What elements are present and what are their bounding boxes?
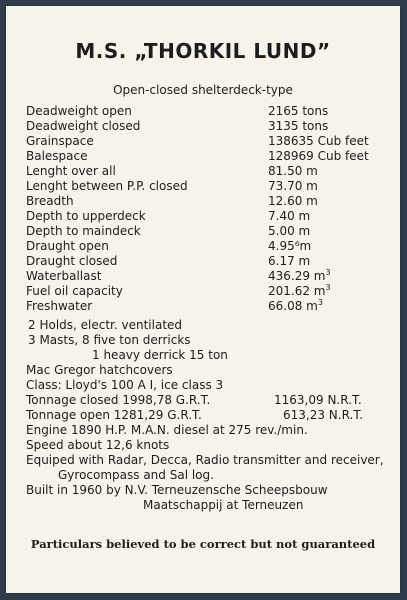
spec-value <box>268 149 369 164</box>
holds-line: 2 Holds, electr. ventilated <box>28 318 183 332</box>
spec-value-text: 436.29 m <box>268 269 326 283</box>
spec-value <box>268 104 328 119</box>
spec-value-text: 66.08 m <box>268 299 318 313</box>
spec-value-text: 4.95⁶m <box>268 239 312 253</box>
tonnage-open-nrt: 613,23 N.R.T. <box>283 408 364 422</box>
spec-value <box>268 134 369 149</box>
spec-value <box>268 254 310 269</box>
spec-label: Freshwater <box>26 299 93 313</box>
spec-label: Depth to maindeck <box>26 224 141 238</box>
spec-value-text: 6.17 m <box>268 254 311 268</box>
tonnage-open-line: Tonnage open 1281,29 G.R.T. <box>26 408 202 422</box>
built-line-2: Maatschappij at Terneuzen <box>143 498 304 512</box>
spec-value <box>268 224 310 239</box>
disclaimer: Particulars believed to be correct but not guaranteed <box>30 537 376 551</box>
spec-value-text: 73.70 m <box>268 179 318 193</box>
spec-value <box>268 239 311 254</box>
spec-value-text: 201.62 m <box>268 284 326 298</box>
class-line: Class: Lloyd's 100 A I, ice class 3 <box>26 378 224 392</box>
spec-value-text: 2165 tons <box>268 104 329 118</box>
spec-value <box>268 179 318 194</box>
spec-label: Breadth <box>26 194 74 208</box>
subtitle: Open-closed shelterdeck-type <box>113 83 293 97</box>
spec-value-text: 3135 tons <box>268 119 329 133</box>
spec-label: Lenght over all <box>26 164 116 178</box>
unit-exponent: 3 <box>317 298 323 307</box>
spec-label: Draught open <box>26 239 109 253</box>
spec-label: Grainspace <box>26 134 94 148</box>
equipped-line-2: Gyrocompass and Sal log. <box>58 468 214 482</box>
speed-line: Speed about 12,6 knots <box>26 438 170 452</box>
spec-label: Draught closed <box>26 254 118 268</box>
spec-value <box>268 164 318 179</box>
spec-value-text: 81.50 m <box>268 164 318 178</box>
spec-value-text: 7.40 m <box>268 209 311 223</box>
spec-label: Depth to upperdeck <box>26 209 146 223</box>
spec-value-text: 5.00 m <box>268 224 311 238</box>
unit-exponent: 3 <box>325 268 331 277</box>
unit-exponent: 3 <box>325 283 331 292</box>
spec-value <box>268 119 328 134</box>
hatchcovers-line: Mac Gregor hatchcovers <box>26 363 173 377</box>
spec-label: Balespace <box>26 149 88 163</box>
equipped-line-1: Equiped with Radar, Decca, Radio transmitter and receiver, <box>26 453 384 467</box>
built-line-1: Built in 1960 by N.V. Terneuzensche Scheepsbouw <box>26 483 328 497</box>
tonnage-closed-line: Tonnage closed 1998,78 G.R.T. <box>26 393 211 407</box>
tonnage-closed-nrt: 1163,09 N.R.T. <box>274 393 362 407</box>
spec-value <box>268 194 318 209</box>
spec-label: Lenght between P.P. closed <box>26 179 188 193</box>
spec-value <box>268 209 310 224</box>
spec-value-text: 12.60 m <box>268 194 318 208</box>
masts-line: 3 Masts, 8 five ton derricks <box>28 333 191 347</box>
spec-sheet <box>6 6 400 593</box>
spec-value-text: 138635 Cub feet <box>268 134 369 148</box>
heavy-derrick-line: 1 heavy derrick 15 ton <box>92 348 228 362</box>
spec-label: Waterballast <box>26 269 102 283</box>
spec-label: Deadweight closed <box>26 119 141 133</box>
spec-value <box>268 284 331 299</box>
page-title: M.S. „THORKIL LUND” <box>75 39 331 63</box>
spec-value-text: 128969 Cub feet <box>268 149 369 163</box>
spec-value <box>268 269 331 284</box>
engine-line: Engine 1890 H.P. M.A.N. diesel at 275 rev./min. <box>26 423 308 437</box>
spec-value <box>268 299 323 314</box>
spec-label: Deadweight open <box>26 104 132 118</box>
spec-label: Fuel oil capacity <box>26 284 123 298</box>
